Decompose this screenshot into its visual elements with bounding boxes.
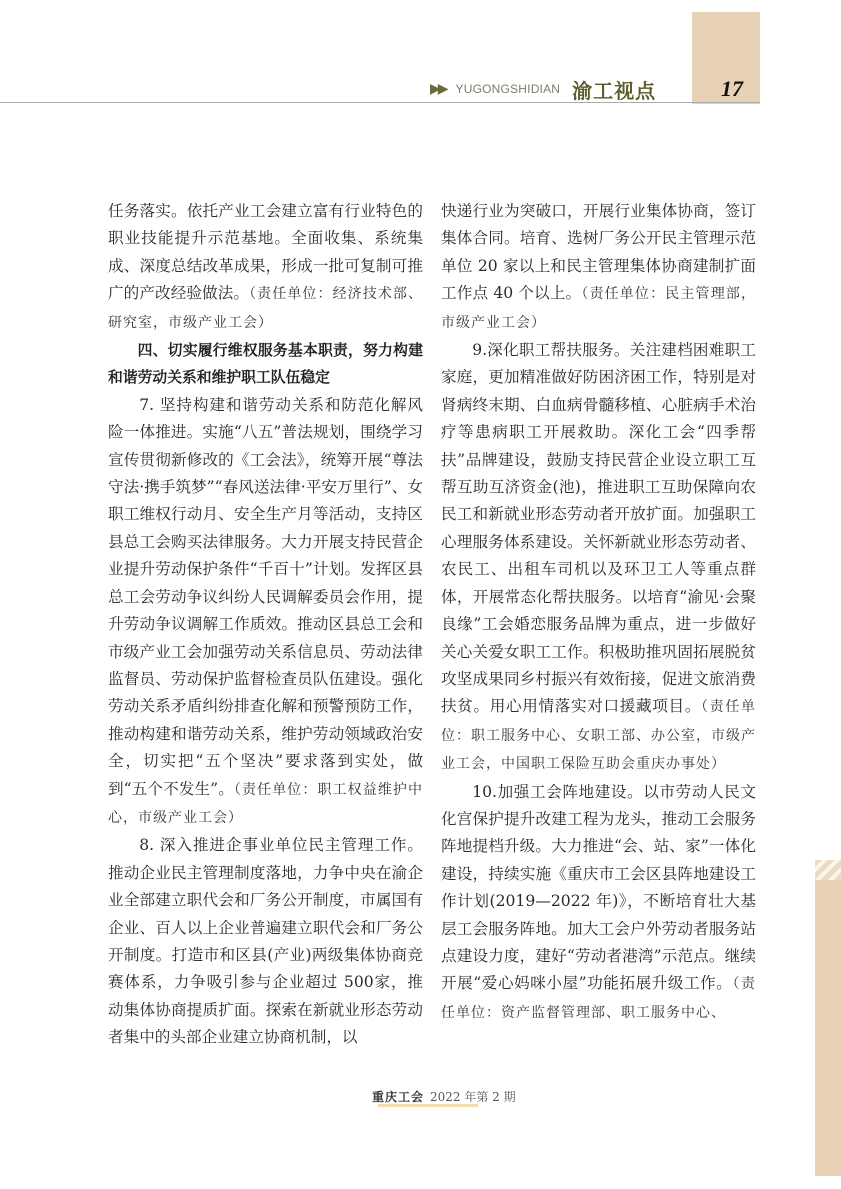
header-divider (0, 102, 760, 103)
paragraph-item-9 (441, 337, 756, 779)
paragraph-text: 以市劳动人民文化宫保护提升改建工程为龙头，推动工会服务阵地提档升级。大力推进“会、站、家”一体化建设，持续实施《重庆市工会区县阵地建设工作计划(2019—2022 年)》，不断培育壮大基层工会服务阵地。加大工会户外劳动者服务站点建设力度，建好“劳动者港湾”示范点。继续开展“爱心妈咪小屋”功能拓展升级工作。 (441, 782, 756, 993)
paragraph-item-8-continued (441, 198, 756, 337)
right-column (441, 198, 756, 1027)
item-lead: 8. 深入推进企事业单位民主管理工作。 (139, 836, 423, 855)
paragraph-text: 实施“八五”普法规划，围绕学习宣传贯彻新修改的《工会法》，统筹开展“尊法守法·携手筑梦”“春风送法律·平安万里行”、女职工维权行动月、安全生产月等活动，支持区县总工会购买法律服务。大力开展支持民营企业提升劳动保护条件“千百十”计划。发挥区县总工会劳动争议纠纷人民调解委员会作用，提升劳动争议调解工作质效。推动区县总工会和市级产业工会加强劳动关系信息员、劳动法律监督员、劳动保护监督检查员队伍建设。强化劳动关系矛盾纠纷排查化解和预警预防工作，推动构建和谐劳动关系，维护劳动领域政治安全，切实把“五个坚决”要求落到实处，做到“五个不发生”。 (108, 423, 423, 798)
paragraph-text: 关注建档困难职工家庭，更加精准做好防困济困工作，特别是对肾病终末期、白血病骨髓移植、心脏病手术治疗等患病职工开展救助。深化工会“四季帮扶”品牌建设，鼓励支持民营企业设立职工互帮互助互济资金(池)，推进职工互助保障向农民工和新就业形态劳动者开放扩面。加强职工心理服务体系建设。关怀新就业形态劳动者、农民工、出租车司机以及环卫工人等重点群体，开展常态化帮扶服务。以培育“渝见·会聚良缘”工会婚恋服务品牌为重点，进一步做好关心关爱女职工工作。积极助推巩固拓展脱贫攻坚成果同乡村振兴有效衔接，促进文旅消费扶贫。用心用情落实对口援藏项目。 (441, 341, 756, 716)
paragraph-item-8 (108, 832, 423, 1051)
item-lead: 7. 坚持构建和谐劳动关系和防范化解风险一体推进。 (108, 395, 423, 442)
paragraph-text: 任务落实。依托产业工会建立富有行业特色的职业技能提升示范基地。全面收集、系统集成、深度总结改革成果，形成一批可复制可推广的产改经验做法。 (108, 202, 423, 303)
item-lead: 10.加强工会阵地建设。 (472, 782, 644, 801)
responsible-units: （责任单位：经济技术部、研究室，市级产业工会） (108, 286, 423, 331)
paragraph-text: 推动企业民主管理制度落地，力争中央在渝企业全部建立职代会和厂务公开制度，市属国有企业、百人以上企业普遍建立职代会和厂务公开制度。打造市和区县(产业)两级集体协商竞赛体系，力争吸引参与企业超过 500家，推动集体协商提质扩面。探索在新就业形态劳动者集中的头部企业建立协商机制，以 (108, 863, 423, 1047)
magazine-name: 重庆工会 (372, 1090, 425, 1104)
paragraph-item-10 (441, 779, 756, 1028)
decorative-side-strip (815, 880, 841, 1176)
responsible-units: （责任单位：职工服务中心、女职工部、办公室，市级产业工会，中国职工保险互助会重庆办事处） (441, 699, 756, 773)
section-name-cn: 渝工视点 (572, 78, 657, 103)
footer-underline (378, 1104, 478, 1107)
responsible-units: （责任单位：民主管理部，市级产业工会） (441, 286, 757, 331)
page-number: 17 (721, 76, 743, 101)
paragraph-item-7 (108, 392, 423, 833)
double-arrow-icon: ▶▶ (430, 81, 446, 97)
section-name-en: YUGONGSHIDIAN (455, 82, 561, 96)
section-heading: 四、切实履行维权服务基本职责，努力构建和谐劳动关系和维护职工队伍稳定 (108, 342, 423, 387)
responsible-units: （责任单位：职工权益维护中心，市级产业工会） (108, 781, 424, 826)
left-column (108, 198, 423, 1052)
item-lead: 9.深化职工帮扶服务。 (472, 341, 630, 360)
issue-label: 2022 年第 2 期 (430, 1090, 516, 1104)
responsible-units: （责任单位：资产监督管理部、职工服务中心、 (441, 976, 757, 1021)
page-footer (372, 1088, 516, 1105)
paragraph (108, 198, 423, 337)
paragraph-text: 快递行业为突破口，开展行业集体协商，签订集体合同。培育、选树厂务公开民主管理示范单位 20 家以上和民主管理集体协商建制扩面工作点 40 个以上。 (441, 202, 756, 303)
running-header (430, 74, 656, 104)
